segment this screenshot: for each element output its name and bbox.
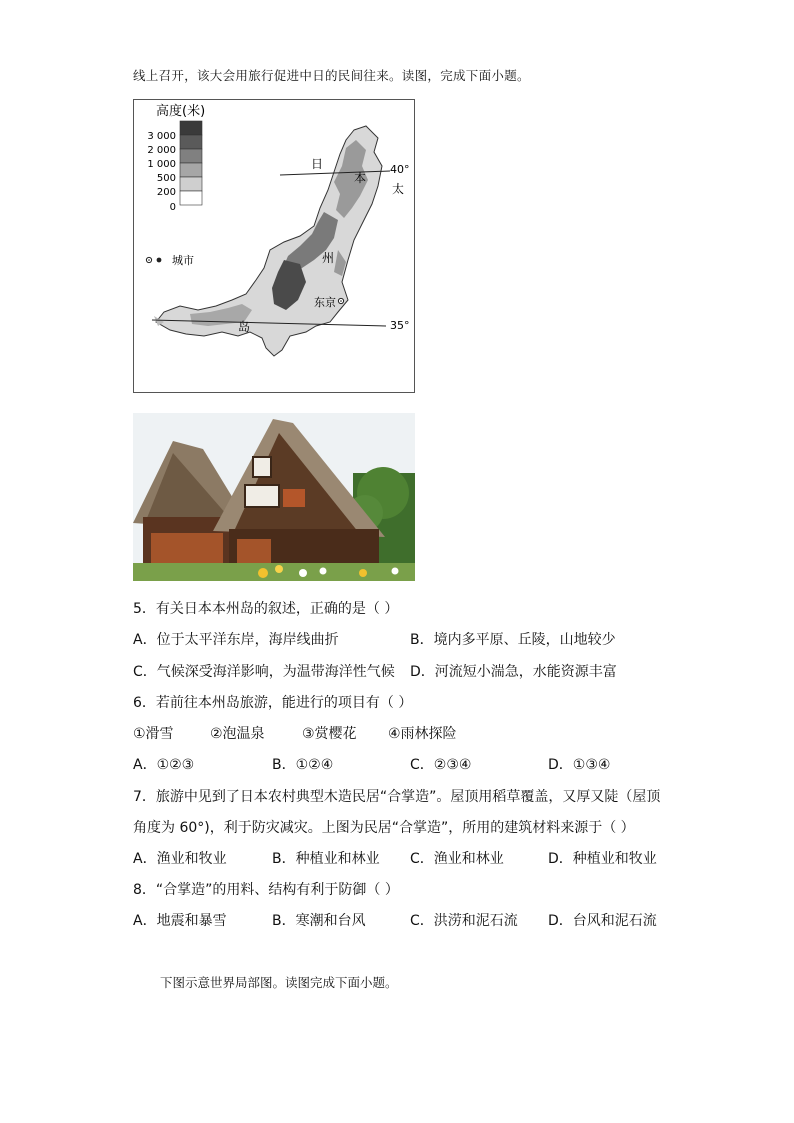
q5-option-d: D．河流短小湍急，水能资源丰富 xyxy=(410,664,617,680)
legend-title: 高度(米) xyxy=(156,104,206,119)
q6-option-c: C．②③④ xyxy=(410,757,472,773)
q8-option-c: C．洪涝和泥石流 xyxy=(410,913,518,929)
legend-label-500: 500 xyxy=(156,173,176,184)
photo-flower-6 xyxy=(392,568,399,575)
city-legend-label: 城市 xyxy=(172,254,194,267)
photo-orange-panel xyxy=(283,489,305,507)
legend-label-0: 0 xyxy=(169,202,176,213)
q6-option-a: A．①②③ xyxy=(133,757,195,773)
legend-swatch-2000 xyxy=(180,135,202,149)
q8-stem: 8．“合掌造”的用料、结构有利于防御（ ） xyxy=(133,882,399,898)
city-legend-icon-filled xyxy=(157,258,162,263)
latitude-35-label: 35° xyxy=(390,319,410,332)
map-label-tai: 太 xyxy=(392,182,405,196)
gassho-house-photo xyxy=(133,413,415,581)
photo-window-top xyxy=(253,457,271,477)
outro-text: 下图示意世界局部图。读图完成下面小题。 xyxy=(160,975,398,990)
q7-option-c: C．渔业和林业 xyxy=(410,851,504,867)
legend-swatch-1000 xyxy=(180,149,202,163)
legend-label-1000: 1 000 xyxy=(147,159,176,170)
q5-option-a: A．位于太平洋东岸，海岸线曲折 xyxy=(133,632,339,648)
q6-item-2: ②泡温泉 xyxy=(210,726,265,742)
photo-left-house-panel xyxy=(151,533,223,567)
latitude-40-label: 40° xyxy=(390,163,410,176)
map-label-tokyo: 东京 xyxy=(314,296,336,309)
map-label-ben: 本 xyxy=(354,171,367,185)
photo-flower-4 xyxy=(320,568,327,575)
legend-label-2000: 2 000 xyxy=(147,145,176,156)
map-label-dao: 岛 xyxy=(238,320,251,334)
q5-option-b: B．境内多平原、丘陵，山地较少 xyxy=(410,632,616,648)
q7-option-b: B．种植业和林业 xyxy=(272,851,380,867)
photo-flower-5 xyxy=(359,569,367,577)
legend-swatch-500 xyxy=(180,163,202,177)
map-label-ri: 日 xyxy=(311,157,324,171)
legend-swatch-200 xyxy=(180,177,202,191)
q5-option-c: C．气候深受海洋影响，为温带海洋性气候 xyxy=(133,664,395,680)
q6-option-d: D．①③④ xyxy=(548,757,611,773)
photo-svg xyxy=(133,413,415,581)
tokyo-city-icon-dot xyxy=(340,300,342,302)
q7-stem-line-1: 7．旅游中见到了日本农村典型木造民居“合掌造”。屋顶用稻草覆盖，又厚又陡（屋顶 xyxy=(133,789,661,805)
map-label-zhou: 州 xyxy=(322,251,335,265)
intro-text: 线上召开，该大会用旅行促进中日的民间往来。读图，完成下面小题。 xyxy=(133,68,530,83)
q6-option-b: B．①②④ xyxy=(272,757,334,773)
legend-label-3000: 3 000 xyxy=(147,131,176,142)
legend-swatch-0 xyxy=(180,191,202,205)
legend-label-200: 200 xyxy=(156,187,176,198)
city-legend-icon-dot xyxy=(148,259,150,261)
q7-option-d: D．种植业和牧业 xyxy=(548,851,657,867)
q7-stem-line-2: 角度为 60°)，利于防灾减灾。上图为民居“合掌造”，所用的建筑材料来源于（ ） xyxy=(133,820,635,836)
q8-option-d: D．台风和泥石流 xyxy=(548,913,657,929)
legend-swatch-3000 xyxy=(180,121,202,135)
q5-stem: 5．有关日本本州岛的叙述，正确的是（ ） xyxy=(133,601,399,617)
photo-flower-2 xyxy=(275,565,283,573)
photo-flower-3 xyxy=(299,569,307,577)
q8-option-a: A．地震和暴雪 xyxy=(133,913,227,929)
q7-option-a: A．渔业和牧业 xyxy=(133,851,227,867)
q6-item-4: ④雨林探险 xyxy=(388,726,457,742)
japan-relief-map xyxy=(133,99,415,393)
map-svg xyxy=(134,100,414,392)
q6-stem: 6．若前往本州岛旅游，能进行的项目有（ ） xyxy=(133,695,413,711)
photo-grass xyxy=(133,563,415,581)
photo-flower-1 xyxy=(258,568,268,578)
photo-window-middle xyxy=(245,485,279,507)
q6-item-3: ③赏樱花 xyxy=(302,726,357,742)
q8-option-b: B．寒潮和台风 xyxy=(272,913,366,929)
q6-item-1: ①滑雪 xyxy=(133,726,174,742)
